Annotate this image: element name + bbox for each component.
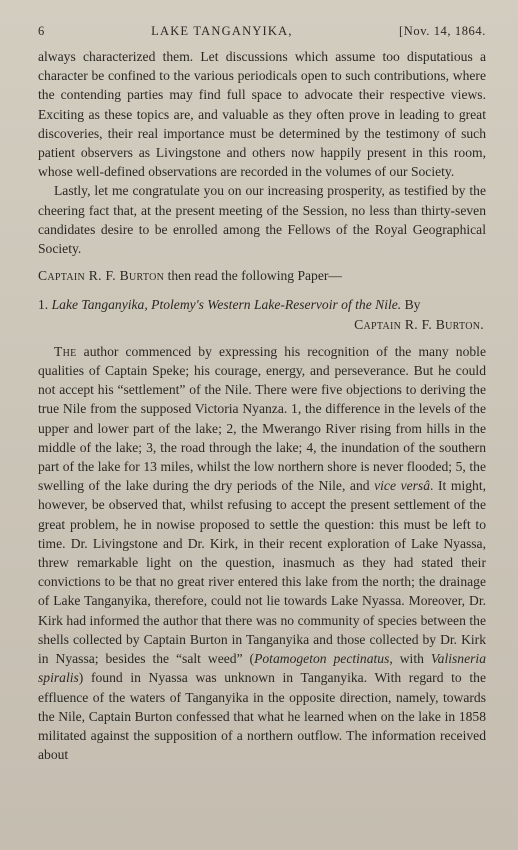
paper-author-name: Captain R. F. Burton. [354,316,484,332]
paragraph-continued: always characterized them. Let discussions which assume too disputatious a character be confined to the various periodicals open to such contributions, where the contending parties may find full space to advocate their respective views. Exciting as these topics are, and valuable as they often prove in leading to great discoveries, their real importance must be determined by the testimony of such patient observers as Livingstone and others now happily present in this room, whose well-defined observations are recorded in the volumes of our Society. [38,49,486,180]
running-title: LAKE TANGANYIKA, [151,24,293,38]
vice-versa: vice versâ [374,478,431,494]
paper-number: 1. [38,297,52,313]
paper-author [38,315,486,334]
reader-name: Captain R. F. Burton [38,268,165,284]
paper-by: By [401,297,421,313]
paragraph-main-b: . It might, however, be observed that, whilst refusing to accept the present settlement of the great problem, he in nowise proposed to settle the question: this must be left to time. Dr. Livingstone and Dr. Kirk, in their recent exploration of Lake Nyassa, threw remarkable light on the question, inasmuch as they had stated their convictions to be that no great river entered this lake from the north; the drainage of Lake Tanganyika, therefore, could not lie towards Lake Nyassa. Moreover, Dr. Kirk had informed the author that there was no community of species between the shells collected by Captain Burton in Tanganyika and those collected by Dr. Kirk in Nyassa; besides the “salt weed” ( [38,478,486,667]
species-valisneria: Valisneria spiralis [38,651,486,686]
species-potamogeton: Potamogeton pectinatus [254,651,390,667]
paper-title-text: Lake Tanganyika, Ptolemy's Western Lake-Reservoir of the Nile. [51,297,402,313]
running-header [38,24,486,39]
paragraph-lead: The [54,343,77,359]
paper-title [38,295,486,314]
body-text [38,47,486,764]
reader-rest: then read the following Paper— [164,268,343,284]
paragraph-main-a: author commenced by expressing his recognition of the many noble qualities of Captain Speke; his courage, energy, and perseverance. But he could not accept his “settlement” of the Nile. There were five objections to deriving the true Nile from the supposed Victoria Nyanza. 1, the difference in the levels of the upper and lower part of the lake; 2, the Mwerango River rising from hills in the middle of the lake; 3, the road through the lake; 4, the inundation of the southern part of the lake for 13 miles, whilst the low northern shore is never flooded; 5, the swelling of the lake during the dry periods of the Nile, and [38,343,486,494]
header-date: [Nov. 14, 1864. [398,24,486,38]
paragraph-main-c: , with [389,651,431,667]
page-number: 6 [38,24,45,38]
reader-announcement [38,266,486,285]
paragraph-main [38,342,486,764]
paragraph-congratulation: Lastly, let me congratulate you on our increasing prosperity, as testified by the cheering fact that, at the present meeting of the Session, no less than thirty-seven candidates desire to be enrolled among the Fellows of the Royal Geographical Society. [38,183,486,257]
paragraph-main-d: ) found in Nyassa was unknown in Tanganyika. With regard to the effluence of the waters of Tanganyika in the opposite direction, namely, towards the Nile, Captain Burton confessed that what he learned when on the lake in 1858 militated against the supposition of a northern outflow. The information received about [38,670,486,763]
